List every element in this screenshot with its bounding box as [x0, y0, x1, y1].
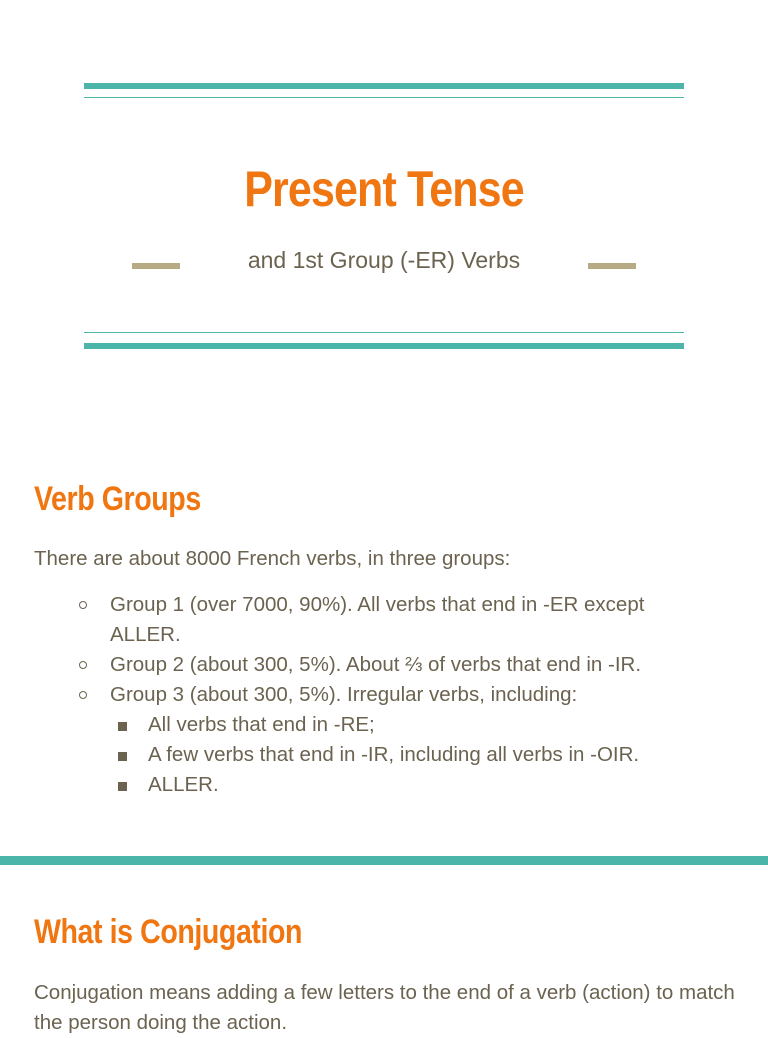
verb-groups-intro: There are about 8000 French verbs, in three groups: — [34, 547, 511, 570]
top-thin-rule — [84, 97, 684, 98]
verb-groups-list — [0, 590, 768, 800]
list-item-text: Group 1 (over 7000, 90%). All verbs that end in -ER except ALLER. — [110, 593, 645, 646]
bottom-thick-rule — [84, 343, 684, 349]
verb-groups-heading: Verb Groups — [34, 480, 201, 518]
right-dash-decoration — [588, 263, 636, 269]
bottom-thin-rule — [84, 332, 684, 333]
conjugation-heading: What is Conjugation — [34, 913, 303, 951]
list-item — [0, 590, 768, 650]
slide-title: Present Tense — [244, 161, 524, 217]
hollow-bullet-icon — [79, 601, 87, 609]
slide-subtitle: and 1st Group (-ER) Verbs — [247, 247, 521, 273]
list-item-text: Group 2 (about 300, 5%). About ⅔ of verbs that end in -IR. — [110, 653, 642, 676]
list-item — [0, 650, 768, 680]
sub-list-item-text: A few verbs that end in -IR, including all verbs in -OIR. — [148, 743, 640, 766]
square-bullet-icon — [118, 722, 127, 731]
group3-sublist — [110, 710, 708, 800]
hollow-bullet-icon — [79, 691, 87, 699]
list-item — [0, 680, 768, 800]
sub-list-item — [0, 710, 708, 740]
section-divider — [0, 856, 768, 865]
top-thick-rule — [84, 83, 684, 89]
sub-list-item-text: ALLER. — [148, 773, 219, 796]
conjugation-body: Conjugation means adding a few letters to the end of a verb (action) to match the person doing the action. — [34, 981, 735, 1034]
list-item-text: Group 3 (about 300, 5%). Irregular verbs, including: — [110, 683, 578, 706]
sub-list-item — [0, 740, 708, 770]
sub-list-item-text: All verbs that end in -RE; — [148, 713, 375, 736]
square-bullet-icon — [118, 782, 127, 791]
sub-list-item — [0, 770, 708, 800]
hollow-bullet-icon — [79, 661, 87, 669]
square-bullet-icon — [118, 752, 127, 761]
